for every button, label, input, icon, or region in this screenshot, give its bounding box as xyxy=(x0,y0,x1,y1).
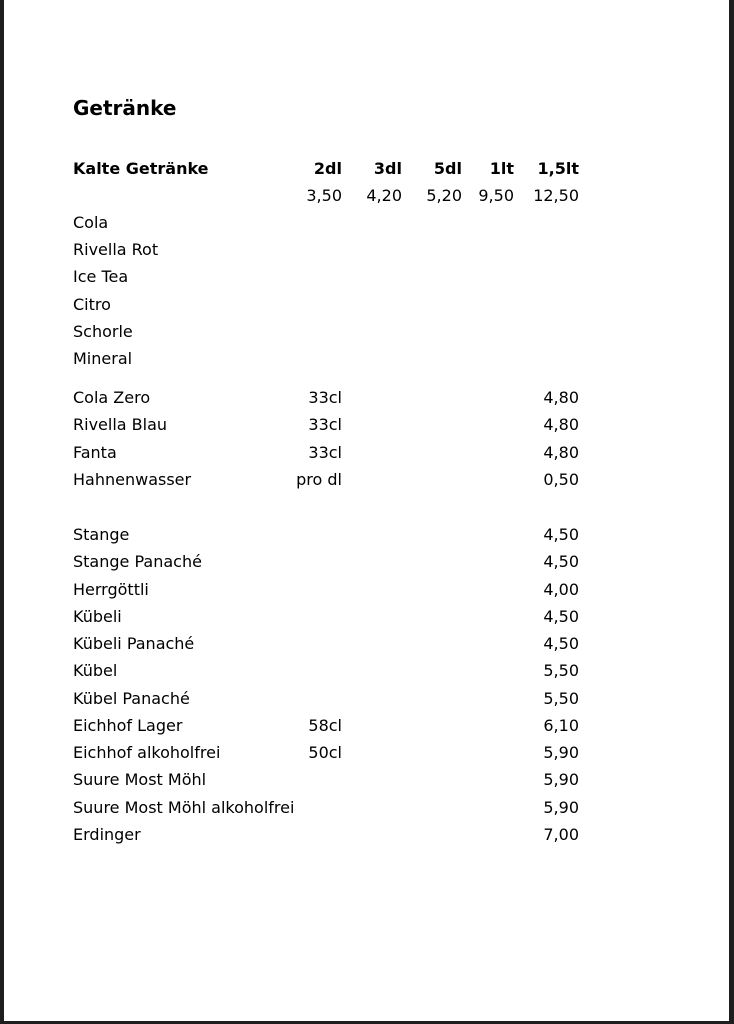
drink-name: Schorle xyxy=(73,321,133,341)
size-header: 1lt xyxy=(489,159,514,178)
price: 0,50 xyxy=(543,469,579,489)
price: 5,90 xyxy=(543,770,579,790)
drink-name: Mineral xyxy=(73,349,133,368)
list-item xyxy=(73,548,579,575)
drink-size: 33cl xyxy=(308,415,342,435)
drink-name: Rivella Blau xyxy=(73,415,168,435)
drink-name: Kübel xyxy=(73,661,118,681)
price: 5,50 xyxy=(543,688,579,708)
list-item xyxy=(73,411,579,438)
price: 5,90 xyxy=(543,743,579,763)
drink-size: 33cl xyxy=(308,442,342,462)
list-item xyxy=(73,209,533,236)
list-item xyxy=(73,318,533,345)
drink-name: Kübeli Panaché xyxy=(73,634,195,654)
price: 5,90 xyxy=(543,797,579,817)
drink-name: Stange Panaché xyxy=(73,552,202,572)
drink-name: Herrgöttli xyxy=(73,579,149,599)
list-item xyxy=(73,576,579,603)
document-page xyxy=(4,0,729,1021)
drink-name: Erdinger xyxy=(73,824,141,844)
list-item xyxy=(73,821,579,848)
drink-name: Eichhof alkoholfrei xyxy=(73,743,221,763)
price: 5,20 xyxy=(426,186,462,205)
list-item xyxy=(73,685,579,712)
drink-name: Cola xyxy=(73,213,109,232)
list-item xyxy=(73,466,579,493)
drink-name: Cola Zero xyxy=(73,388,151,407)
list-item xyxy=(73,236,533,263)
drink-name: Suure Most Möhl xyxy=(73,770,207,790)
drink-name: Eichhof Lager xyxy=(73,715,183,735)
price: 4,80 xyxy=(543,415,579,435)
category-label: Kalte Getränke xyxy=(73,159,209,178)
price: 3,50 xyxy=(306,186,342,205)
page-title: Getränke xyxy=(73,96,177,120)
price: 9,50 xyxy=(478,186,514,205)
price: 4,00 xyxy=(543,579,579,599)
size-header: 3dl xyxy=(373,159,402,178)
drink-name: Stange xyxy=(73,525,130,544)
drink-name: Fanta xyxy=(73,442,117,462)
list-item xyxy=(73,384,579,411)
drink-size: 33cl xyxy=(308,388,342,407)
drink-name: Citro xyxy=(73,294,111,314)
price: 4,50 xyxy=(543,552,579,572)
price: 4,80 xyxy=(543,388,579,407)
drink-name: Hahnenwasser xyxy=(73,469,192,489)
price: 7,00 xyxy=(543,824,579,844)
drink-name: Kübel Panaché xyxy=(73,688,190,708)
list-item xyxy=(73,794,579,821)
list-item xyxy=(73,345,533,372)
size-prices-row xyxy=(73,182,579,209)
drink-name: Ice Tea xyxy=(73,267,129,287)
price: 4,50 xyxy=(543,525,579,544)
price: 4,50 xyxy=(543,634,579,654)
drink-size: 50cl xyxy=(308,743,342,763)
list-item xyxy=(73,291,533,318)
drink-size: 58cl xyxy=(308,715,342,735)
drink-name: Suure Most Möhl alkoholfrei xyxy=(73,797,295,817)
list-item xyxy=(73,766,579,793)
drink-size: pro dl xyxy=(296,469,342,489)
drink-name: Kübeli xyxy=(73,606,122,626)
price: 4,20 xyxy=(366,186,402,205)
table-header xyxy=(73,155,579,182)
price: 12,50 xyxy=(533,186,579,205)
size-header: 5dl xyxy=(433,159,462,178)
list-item xyxy=(73,439,579,466)
list-item xyxy=(73,630,579,657)
list-item xyxy=(73,739,579,766)
list-item xyxy=(73,263,533,290)
drink-name: Rivella Rot xyxy=(73,240,159,260)
price: 4,50 xyxy=(543,606,579,626)
list-item xyxy=(73,712,579,739)
list-item xyxy=(73,603,579,630)
price: 5,50 xyxy=(543,661,579,681)
size-header: 1,5lt xyxy=(537,159,579,178)
list-item xyxy=(73,521,579,548)
list-item xyxy=(73,657,579,684)
price: 6,10 xyxy=(543,715,579,735)
size-header: 2dl xyxy=(313,159,342,178)
price: 4,80 xyxy=(543,442,579,462)
